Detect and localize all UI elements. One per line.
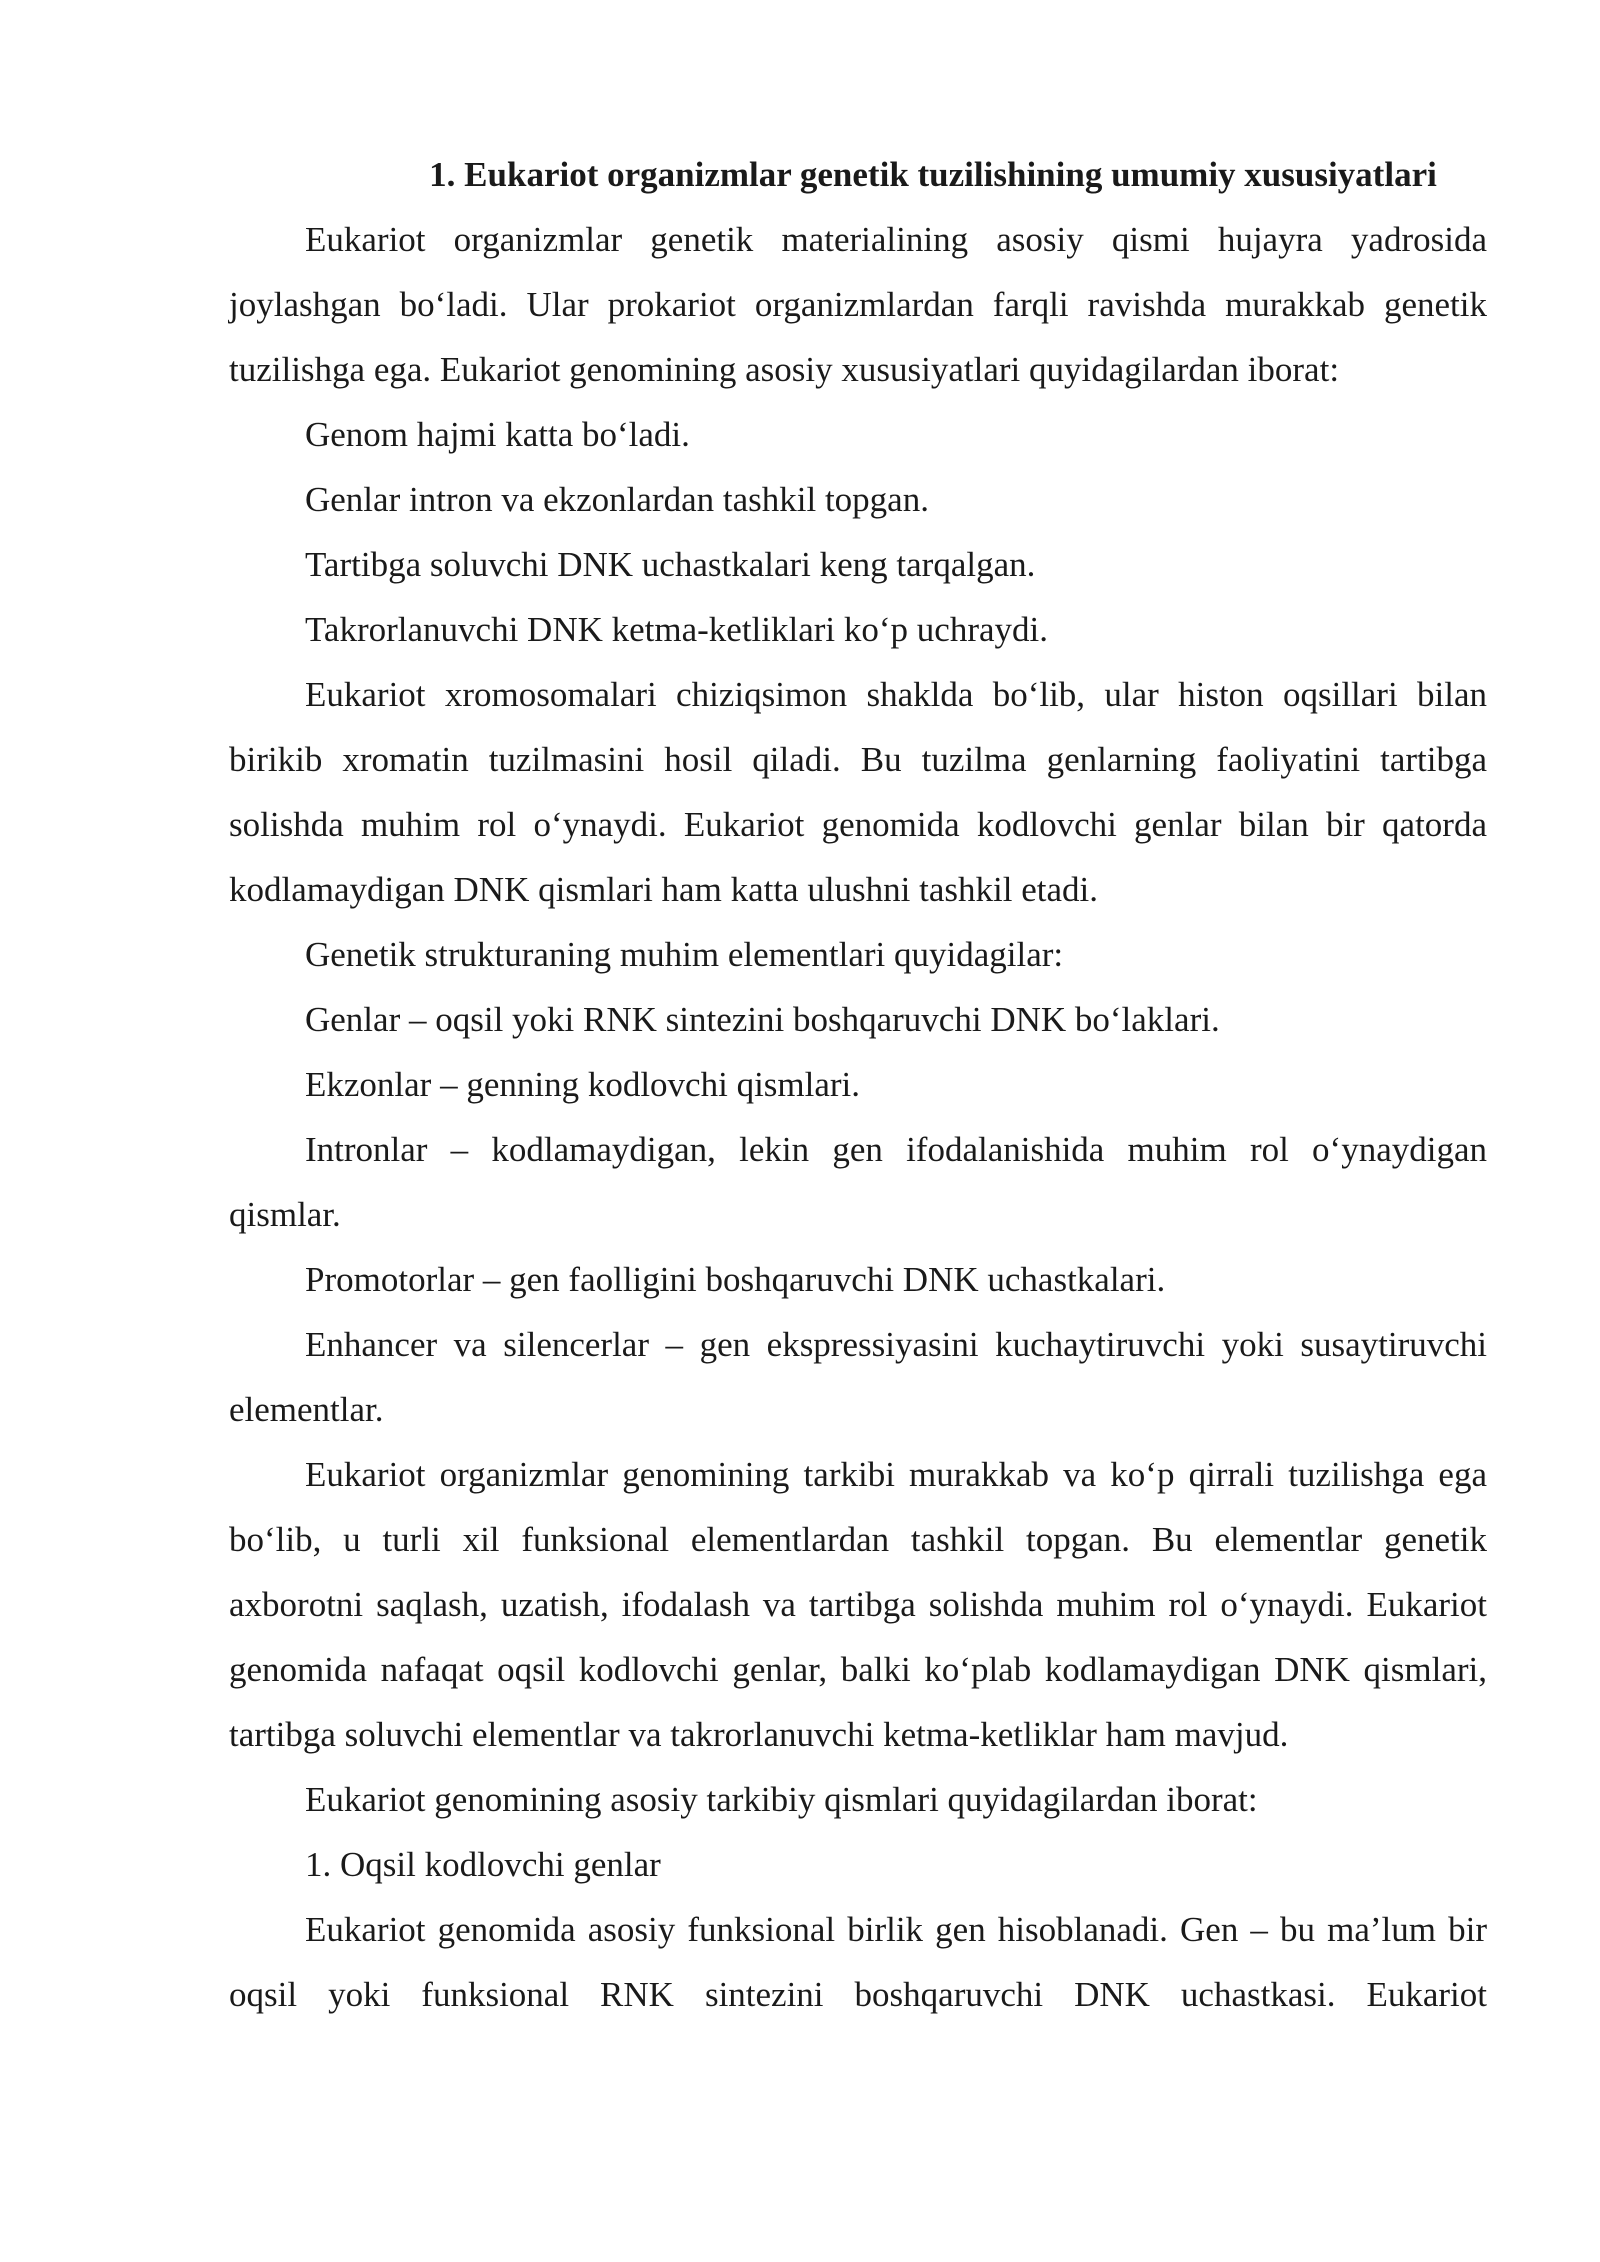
paragraph: Intronlar – kodlamaydigan, lekin gen ifodalanishida muhim rol o‘ynaydigan qismlar. [229, 1130, 1487, 1234]
paragraph: Genom hajmi katta bo‘ladi. [305, 415, 690, 454]
paragraph: Ekzonlar – genning kodlovchi qismlari. [305, 1065, 861, 1104]
paragraph: Genlar – oqsil yoki RNK sintezini boshqaruvchi DNK bo‘laklari. [305, 1000, 1220, 1039]
paragraph: Eukariot genomining asosiy tarkibiy qismlari quyidagilardan iborat: [305, 1780, 1258, 1819]
section-heading: 1. Eukariot organizmlar genetik tuzilishining umumiy xususiyatlari [429, 155, 1437, 194]
document-body [229, 142, 1487, 2027]
paragraph: Promotorlar – gen faolligini boshqaruvchi DNK uchastkalari. [305, 1260, 1166, 1299]
paragraph: 1. Oqsil kodlovchi genlar [305, 1845, 661, 1884]
paragraph: Eukariot organizmlar genetik materialining asosiy qismi hujayra yadrosida joylashgan bo‘ladi. Ular prokariot organizmlardan farqli ravishda murakkab genetik tuzilishga ega. Eukariot genomining asosiy xususiyatlari quyidagilardan iborat: [229, 220, 1487, 389]
paragraph: Takrorlanuvchi DNK ketma-ketliklari ko‘p uchraydi. [305, 610, 1048, 649]
paragraph: Genetik strukturaning muhim elementlari quyidagilar: [305, 935, 1064, 974]
paragraph: Eukariot xromosomalari chiziqsimon shaklda bo‘lib, ular histon oqsillari bilan birikib xromatin tuzilmasini hosil qiladi. Bu tuzilma genlarning faoliyatini tartibga solishda muhim rol o‘ynaydi. Eukariot genomida kodlovchi genlar bilan bir qatorda kodlamaydigan DNK qismlari ham katta ulushni tashkil etadi. [229, 675, 1487, 909]
paragraph: Genlar intron va ekzonlardan tashkil topgan. [305, 480, 929, 519]
paragraph: Tartibga soluvchi DNK uchastkalari keng tarqalgan. [305, 545, 1036, 584]
paragraph: Eukariot organizmlar genomining tarkibi murakkab va ko‘p qirrali tuzilishga ega bo‘lib, u turli xil funksional elementlardan tashkil topgan. Bu elementlar genetik axborotni saqlash, uzatish, ifodalash va tartibga solishda muhim rol o‘ynaydi. Eukariot genomida nafaqat oqsil kodlovchi genlar, balki ko‘plab kodlamaydigan DNK qismlari, tartibga soluvchi elementlar va takrorlanuvchi ketma-ketliklar ham mavjud. [229, 1455, 1487, 1754]
paragraph: Enhancer va silencerlar – gen ekspressiyasini kuchaytiruvchi yoki susaytiruvchi elementlar. [229, 1325, 1487, 1429]
paragraph: Eukariot genomida asosiy funksional birlik gen hisoblanadi. Gen – bu ma’lum bir oqsil yoki funksional RNK sintezini boshqaruvchi DNK uchastkasi. Eukariot [229, 1910, 1487, 2014]
